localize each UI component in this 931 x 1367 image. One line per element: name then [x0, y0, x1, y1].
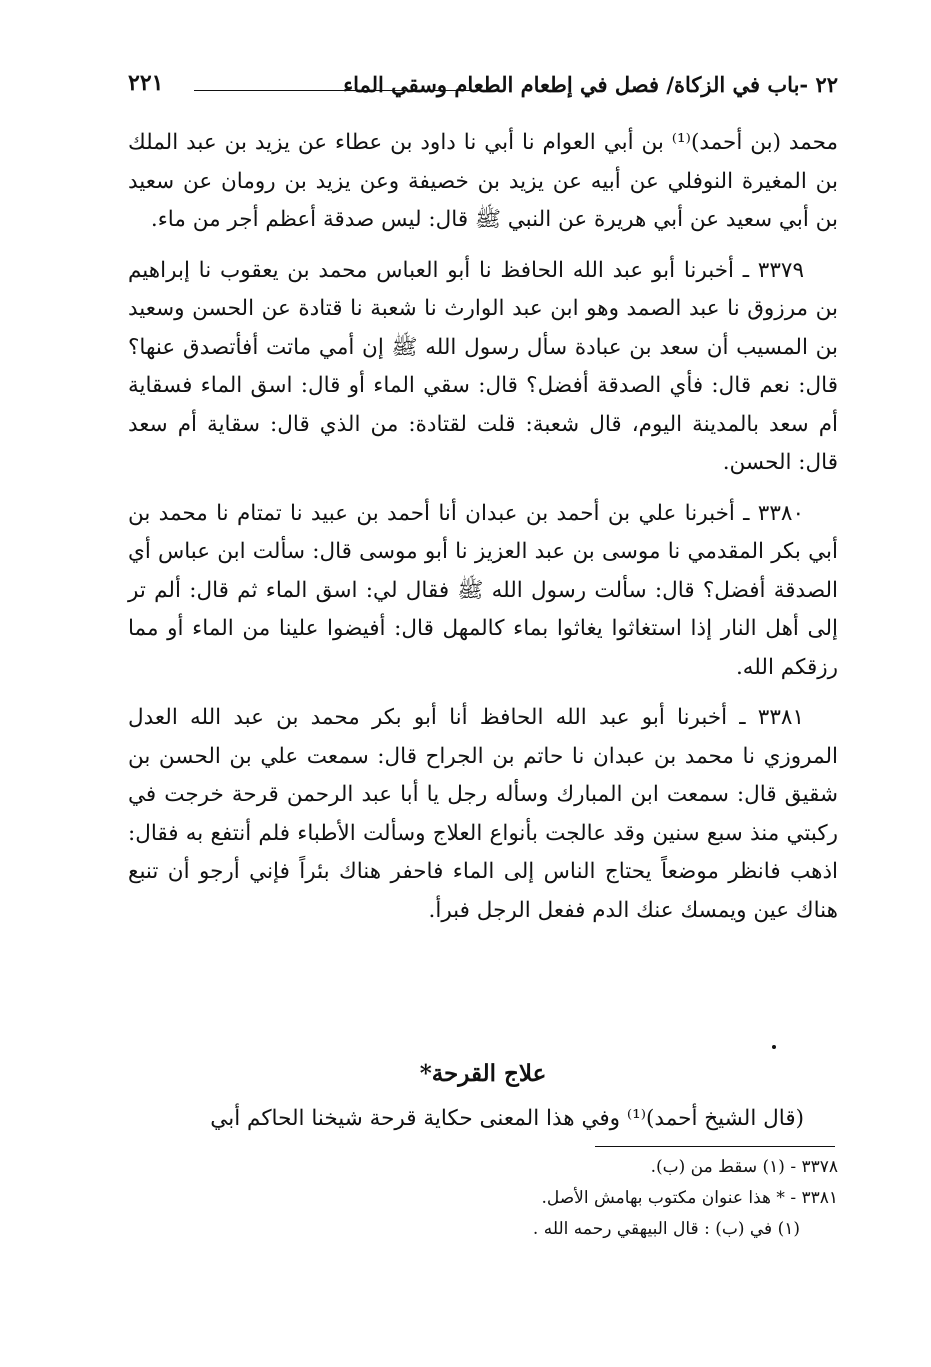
section-title: علاج القرحة* [419, 1060, 547, 1087]
hadith-3381: ٣٣٨١ ـ أخبرنا أبو عبد الله الحافظ أنا أبو بكر محمد بن عبد الله العدل المروزي نا محمد بن عبدان نا حاتم بن الجراح قال: سمعت علي بن الحسن بن شقيق قال: سمعت ابن المبارك وسأله رجل يا أبا عبد الرحمن قرحة خرجت في ركبتي منذ سبع سنين وقد عالجت بأنواع العلاج وسألت الأطباء فلم أنتفع به فقال: اذهب فانظر موضعاً يحتاج الناس إلى الماء فاحفر هناك بئراً فإني أرجو أن تنبع هناك عين ويمسك عنك الدم ففعل الرجل فبرأ. [128, 705, 838, 923]
paragraph-after-title: (قال الشيخ أحمد)⁽¹⁾ وفي هذا المعنى حكاية قرحة شيخنا الحاكم أبي [210, 1106, 804, 1131]
page-header [128, 64, 838, 104]
footnote-3378: ٣٣٧٨ - (١) سقط من (ب). [650, 1157, 838, 1177]
footnotes [128, 1152, 838, 1245]
margin-dot [772, 1045, 776, 1049]
page-number: ٢٢١ [128, 70, 164, 96]
main-text [128, 124, 838, 942]
footnote-3381: ٣٣٨١ - * هذا عنوان مكتوب بهامش الأصل. [541, 1188, 838, 1208]
paragraph-continuation: محمد (بن أحمد)⁽¹⁾ بن أبي العوام نا أبي نا داود بن عطاء عن يزيد بن عبد الملك بن المغيرة النوفلي عن أبيه عن يزيد بن خصيفة وعن يزيد بن رومان عن سعيد بن أبي سعيد عن أبي هريرة عن النبي ﷺ قال: ليس صدقة أعظم أجر من ماء. [128, 130, 839, 232]
footnote-rule [595, 1146, 835, 1147]
footnote-3381-sub: (١) في (ب) : قال البيهقي رحمه الله . [532, 1219, 800, 1239]
header-rule [194, 90, 498, 91]
running-head: ٢٢ -باب في الزكاة/ فصل في إطعام الطعام وسقي الماء [343, 72, 838, 97]
hadith-3379: ٣٣٧٩ ـ أخبرنا أبو عبد الله الحافظ نا أبو العباس محمد بن يعقوب نا إبراهيم بن مرزوق نا عبد الصمد وهو ابن عبد الوارث نا شعبة نا قتادة عن الحسن وسعيد بن المسيب أن سعد بن عبادة سأل رسول الله ﷺ إن أمي ماتت أفأتصدق عنها؟ قال: نعم قال: فأي الصدقة أفضل؟ قال: سقي الماء أو قال: اسق الماء فسقاية أم سعد بالمدينة اليوم، قال شعبة: قلت لقتادة: من الذي قال: سقاية أم سعد قال: الحسن. [128, 257, 838, 475]
hadith-3380: ٣٣٨٠ ـ أخبرنا علي بن أحمد بن عبدان أنا أحمد بن عبيد نا تمتام نا محمد بن أبي بكر المقدمي نا موسى بن عبد العزيز نا أبو موسى قال: سألت ابن عباس أي الصدقة أفضل؟ قال: سألت رسول الله ﷺ فقال لي: اسق الماء ثم قال: ألم تر إلى أهل النار إذا استغاثوا يغاثوا بماء كالمهل قال: أفيضوا علينا من الماء أو مما رزقكم الله. [128, 500, 838, 680]
